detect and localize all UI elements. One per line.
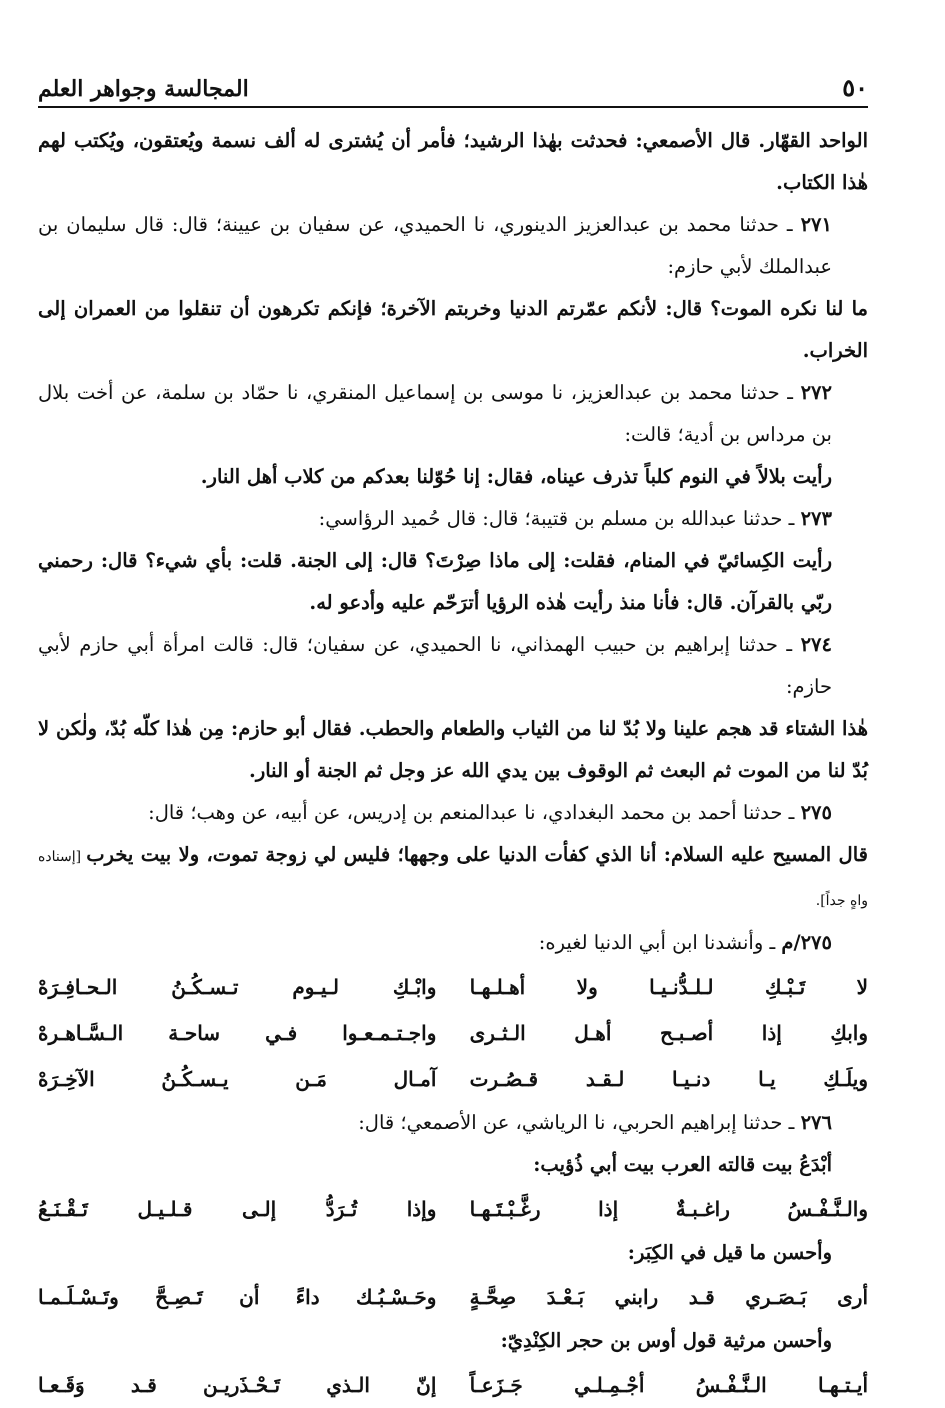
isnad-text: ـ حدثنا إبراهيم الحربي، نا الرياشي، عن الأصمعي؛ قال: bbox=[358, 1111, 801, 1134]
verse-second-hemistich: واجـتـمـعـوا فـي ساحـة الـسَّـاهـرهْ bbox=[38, 1021, 437, 1045]
editor-note: [إسناده واهٍ جداً]. bbox=[38, 849, 868, 909]
paragraph-text: قال المسيح عليه السلام: أنا الذي كفأت الدنيا على وجهها؛ فليس لي زوجة تموت، ولا بيت يخرب bbox=[86, 843, 868, 866]
isnad-text: ـ حدثنا محمد بن عبدالعزيز الدينوري، نا الحميدي، عن سفيان بن عيينة؛ قال: قال سليمان بن عبدالملك لأبي حازم: bbox=[38, 213, 832, 278]
isnad-text: ـ حدثنا أحمد بن محمد البغدادي، نا عبدالمنعم بن إدريس، عن أبيه، عن وهب؛ قال: bbox=[148, 801, 801, 824]
hadith-number: ٢٧٦ bbox=[800, 1111, 832, 1134]
isnad-paragraph bbox=[38, 498, 868, 540]
paragraph: رأيت الكِسائيّ في المنام، فقلت: إلى ماذا صِرْتَ؟ قال: إلى الجنة. قلت: بأي شيء؟ قال: رحمني ربّي بالقرآن. قال: فأنا منذ رأيت هٰذه الرؤيا أترَحّم عليه وأدعو له. bbox=[38, 549, 832, 614]
page-header bbox=[38, 60, 868, 108]
isnad-text: ـ حدثنا إبراهيم بن حبيب الهمذاني، نا الحميدي، عن سفيان؛ قال: قالت امرأة أبي حازم لأبي حازم: bbox=[38, 633, 832, 698]
verse-first-hemistich: وابكِ إذا أصـبـح أهـل الـثـرى bbox=[469, 1021, 868, 1045]
paragraph: الواحد القهّار. قال الأصمعي: فحدثت بهٰذا الرشيد؛ فأمر أن يُشترى له ألف نسمة ويُعتقون، ويُكتب لهم هٰذا الكتاب. bbox=[38, 129, 868, 194]
isnad-paragraph bbox=[38, 792, 868, 834]
verse-second-hemistich: آمـال مَـن يـسـكُـنُ الآخِـرَهْ bbox=[38, 1067, 437, 1091]
verse-intro: أبْدَعُ بيت قالته العرب بيت أبي ذُؤيب: bbox=[533, 1153, 832, 1176]
hadith-number: ٢٧٣ bbox=[800, 507, 832, 530]
hadith-number: ٢٧٥/م bbox=[781, 931, 832, 954]
paragraph-with-note bbox=[38, 834, 868, 922]
verse-first-hemistich: لا تَـبْـكِ لـلـدُّنـيـا ولا أهـلـهـا bbox=[469, 975, 868, 999]
isnad-text: ـ وأنشدنا ابن أبي الدنيا لغيره: bbox=[538, 931, 782, 954]
verse-line bbox=[38, 1010, 868, 1056]
paragraph: هٰذا الشتاء قد هجم علينا ولا بُدّ لنا من الثياب والطعام والحطب. فقال أبو حازم: مِن هٰذا كلّه بُدّ، ولٰكن لا بُدّ لنا من الموت ثم البعث ثم الوقوف بين يدي الله عز وجل ثم الجنة أو النار. bbox=[38, 717, 868, 782]
verse-line bbox=[38, 1362, 868, 1408]
verse-second-hemistich: وابْـكِ لـيـوم تـسـكُـنُ الـحـافِـرَهْ bbox=[38, 975, 437, 999]
verse-line bbox=[38, 964, 868, 1010]
hadith-number: ٢٧٢ bbox=[800, 381, 832, 404]
verse-first-hemistich: أرى بَـصَـري قـد رابني بَـعْـدَ صِحَّـةٍ bbox=[469, 1285, 868, 1309]
paragraph: رأيت بلالاً في النوم كلباً تذرف عيناه، فقال: إنا حُوّلنا بعدكم من كلاب أهل النار. bbox=[200, 465, 832, 488]
verse-first-hemistich: ويلَـكِ يـا دنـيـا لـقـد قـصُـرت bbox=[469, 1067, 868, 1091]
verse-second-hemistich: وإذا تُـرَدُّ إلـى قـلـيـل تَـقْـنَـعُ bbox=[38, 1197, 437, 1221]
page-body bbox=[38, 120, 868, 1408]
verse-line bbox=[38, 1186, 868, 1232]
hadith-number: ٢٧١ bbox=[800, 213, 832, 236]
isnad-paragraph bbox=[38, 204, 868, 288]
isnad-text: ـ حدثنا محمد بن عبدالعزيز، نا موسى بن إسماعيل المنقري، نا حمّاد بن سلمة، عن أخت بلال بن مرداس بن أدية؛ قالت: bbox=[38, 381, 832, 446]
page-number: ٥٠ bbox=[842, 73, 868, 102]
hadith-number: ٢٧٤ bbox=[800, 633, 832, 656]
verse-line bbox=[38, 1056, 868, 1102]
verse-intro: وأحسن مرثية قول أوس بن حجر الكِنْدِيّ: bbox=[500, 1329, 832, 1352]
isnad-paragraph bbox=[38, 624, 868, 708]
paragraph: ما لنا نكره الموت؟ قال: لأنكم عمّرتم الدنيا وخربتم الآخرة؛ فإنكم تكرهون أن تنقلوا من العمران إلى الخراب. bbox=[38, 297, 868, 362]
book-page bbox=[38, 60, 868, 1408]
verse-first-hemistich: أيـتـهـا الـنَّـفْـسُ أجْـمِـلـي جَـزَعـاً bbox=[469, 1373, 868, 1397]
isnad-text: ـ حدثنا عبدالله بن مسلم بن قتيبة؛ قال: قال حُميد الرؤاسي: bbox=[318, 507, 801, 530]
verse-intro: وأحسن ما قيل في الكِبَر: bbox=[627, 1241, 832, 1264]
isnad-paragraph bbox=[38, 1102, 868, 1144]
running-title: المجالسة وجواهر العلم bbox=[38, 76, 249, 102]
isnad-paragraph bbox=[38, 922, 868, 964]
verse-first-hemistich: والـنَّـفْـسُ راغـبـةٌ إذا رغَّـبْـتَـهـا bbox=[469, 1197, 868, 1221]
verse-line bbox=[38, 1274, 868, 1320]
verse-second-hemistich: وحَـسْـبُـك داءً أن تَـصِـحَّ وتَـسْـلَـمـا bbox=[38, 1285, 437, 1309]
isnad-paragraph bbox=[38, 372, 868, 456]
hadith-number: ٢٧٥ bbox=[800, 801, 832, 824]
verse-second-hemistich: إنّ الـذي تَـحْـذَريـن قـد وَقَـعـا bbox=[38, 1373, 437, 1397]
